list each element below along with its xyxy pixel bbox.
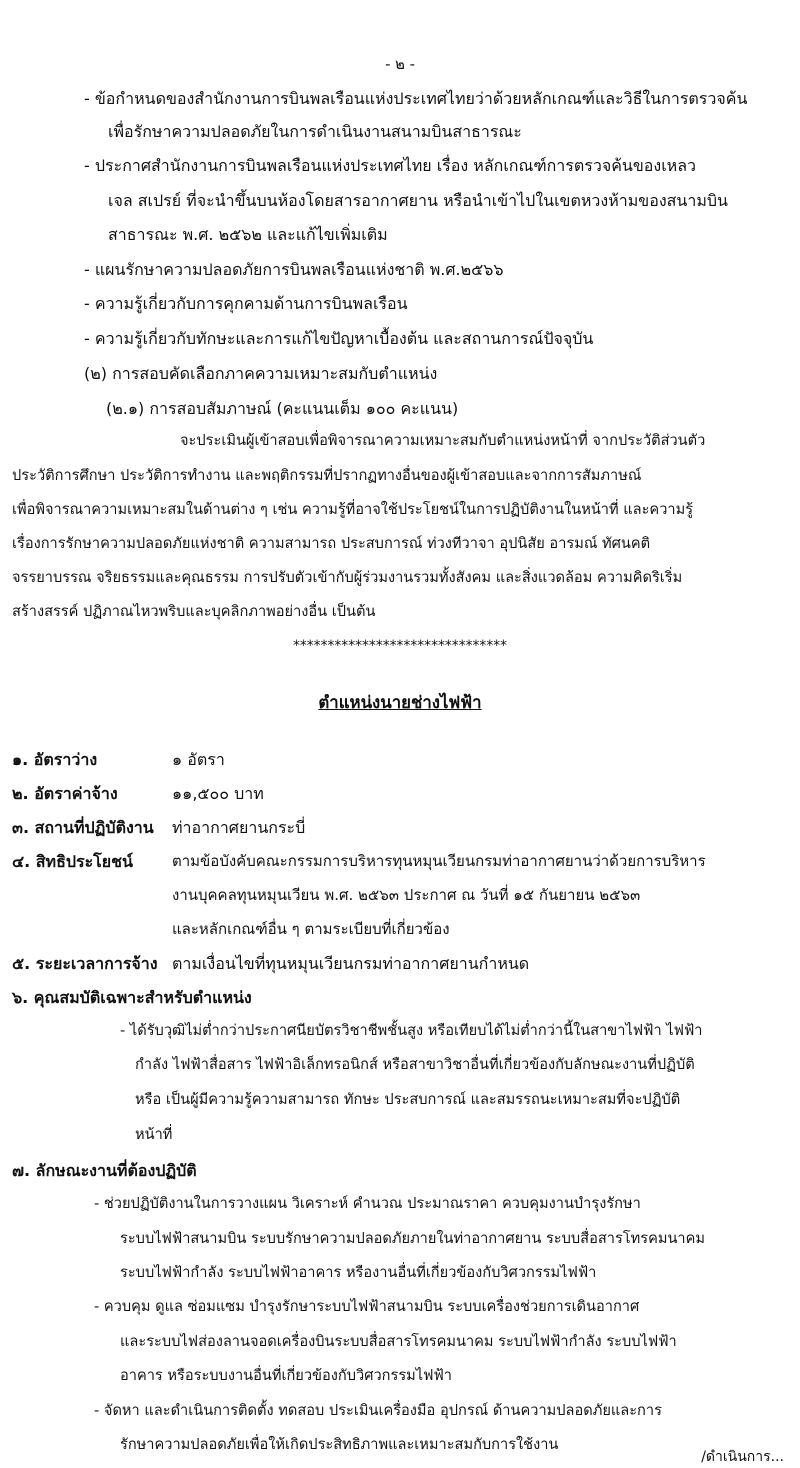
continuation-marker: /ดำเนินการ... [701, 1449, 784, 1465]
rule-line: เจล สเปรย์ ที่จะนำขึ้นบนห้องโดยสารอากาศยาน หรือนำเข้าไปในเขตหวงห้ามของสนามบิน [108, 191, 728, 210]
rule-line: - แผนรักษาความปลอดภัยการบินพลเรือนแห่งชาติ พ.ศ.๒๕๖๖ [84, 260, 504, 279]
duties-heading: ๗. ลักษณะงานที่ต้องปฏิบัติ [12, 1161, 197, 1180]
duty-line: - ควบคุม ดูแล ซ่อมแซม บำรุงรักษาระบบไฟฟ้าสนามบิน ระบบเครื่องช่วยการเดินอากาศ [94, 1298, 640, 1315]
field-label: ๑. อัตราว่าง [12, 750, 98, 769]
field-value: งานบุคคลทุนหมุนเวียน พ.ศ. ๒๕๖๓ ประกาศ ณ วันที่ ๑๕ กันยายน ๒๕๖๓ [172, 886, 641, 904]
field-value: ๑ อัตรา [172, 750, 225, 769]
rule-line: - ความรู้เกี่ยวกับทักษะและการแก้ไขปัญหาเบื้องต้น และสถานการณ์ปัจจุบัน [84, 329, 594, 348]
duty-line: อาคาร หรือระบบงานอื่นที่เกี่ยวข้องกับวิศวกรรมไฟฟ้า [120, 1367, 453, 1384]
duty-line: และระบบไฟส่องลานจอดเครื่องบินระบบสื่อสารโทรคมนาคม ระบบไฟฟ้ากำลัง ระบบไฟฟ้า [120, 1333, 677, 1350]
position-title: ตำแหน่งนายช่างไฟฟ้า [318, 692, 482, 712]
field-label: ๕. ระยะเวลาการจ้าง [12, 954, 158, 973]
field-value: ตามเงื่อนไขที่ทุนหมุนเวียนกรมท่าอากาศยานกำหนด [172, 954, 530, 973]
qualification-line: หรือ เป็นผู้มีความรู้ความสามารถ ทักษะ ประสบการณ์ และสมรรถนะเหมาะสมที่จะปฏิบัติ [135, 1091, 681, 1108]
duty-line: ระบบไฟฟ้าสนามบิน ระบบรักษาความปลอดภัยภายในท่าอากาศยาน ระบบสื่อสารโทรคมนาคม [120, 1230, 706, 1247]
field-value: ตามข้อบังคับคณะกรรมการบริหารทุนหมุนเวียนกรมท่าอากาศยานว่าด้วยการบริหาร [172, 852, 706, 870]
duty-line: ระบบไฟฟ้ากำลัง ระบบไฟฟ้าอาคาร หรืองานอื่นที่เกี่ยวข้องกับวิศวกรรมไฟฟ้า [120, 1264, 597, 1281]
field-value: และหลักเกณฑ์อื่น ๆ ตามระเบียบที่เกี่ยวข้อง [172, 920, 450, 938]
interview-heading: (๒.๑) การสอบสัมภาษณ์ (คะแนนเต็ม ๑๐๐ คะแนน) [106, 399, 459, 418]
paragraph-line: จะประเมินผู้เข้าสอบเพื่อพิจารณาความเหมาะสมกับตำแหน่งหน้าที่ จากประวัติส่วนตัว [180, 432, 706, 449]
exam-subsection-heading: (๒) การสอบคัดเลือกภาคความเหมาะสมกับตำแหน่ง [84, 364, 438, 383]
rule-line: สาธารณะ พ.ศ. ๒๕๖๒ และแก้ไขเพิ่มเติม [108, 225, 388, 244]
rule-line: - ข้อกำหนดของสำนักงานการบินพลเรือนแห่งประเทศไทยว่าด้วยหลักเกณฑ์และวิธีในการตรวจค้น [84, 89, 748, 108]
paragraph-line: จรรยาบรรณ จริยธรรมและคุณธรรม การปรับตัวเข้ากับผู้ร่วมงานรวมทั้งสังคม และสิ่งแวดล้อม ความคิดริเริ่ม [12, 569, 683, 586]
field-value: ท่าอากาศยานกระบี่ [172, 818, 306, 837]
field-label: ๔. สิทธิประโยชน์ [12, 852, 133, 871]
duty-line: - ช่วยปฏิบัติงานในการวางแผน วิเคราะห์ คำนวณ ประมาณราคา ควบคุมงานบำรุงรักษา [94, 1195, 641, 1212]
qualifications-heading: ๖. คุณสมบัติเฉพาะสำหรับตำแหน่ง [12, 988, 252, 1007]
paragraph-line: เรื่องการรักษาความปลอดภัยแห่งชาติ ความสามารถ ประสบการณ์ ท่วงทีวาจา อุปนิสัย อารมณ์ ทัศนคติ [12, 535, 651, 552]
paragraph-line: เพื่อพิจารณาความเหมาะสมในด้านต่าง ๆ เช่น ความรู้ที่อาจใช้ประโยชน์ในการปฏิบัติงานในหน้าที่ และความรู้ [12, 501, 694, 518]
rule-line: - ความรู้เกี่ยวกับการคุกคามด้านการบินพลเรือน [84, 294, 408, 313]
qualification-line: หน้าที่ [135, 1126, 173, 1143]
field-value: ๑๑,๕๐๐ บาท [172, 784, 264, 803]
duty-line: รักษาความปลอดภัยเพื่อให้เกิดประสิทธิภาพและเหมาะสมกับการใช้งาน [120, 1436, 559, 1453]
field-label: ๓. สถานที่ปฏิบัติงาน [12, 818, 154, 837]
paragraph-line: สร้างสรรค์ ปฏิภาณไหวพริบและบุคลิกภาพอย่างอื่น เป็นต้น [12, 603, 376, 620]
qualification-line: กำลัง ไฟฟ้าสื่อสาร ไฟฟ้าอิเล็กทรอนิกส์ หรือสาขาวิชาอื่นที่เกี่ยวข้องกับลักษณะงานที่ปฏิบัติ [135, 1056, 695, 1073]
rule-line: - ประกาศสำนักงานการบินพลเรือนแห่งประเทศไทย เรื่อง หลักเกณฑ์การตรวจค้นของเหลว [84, 156, 697, 175]
field-label: ๒. อัตราค่าจ้าง [12, 784, 118, 803]
separator-stars: ******************************* [292, 638, 508, 654]
paragraph-line: ประวัติการศึกษา ประวัติการทำงาน และพฤติกรรมที่ปรากฏทางอื่นของผู้เข้าสอบและจากการสัมภาษณ์ [12, 467, 642, 484]
qualification-line: - ได้รับวุฒิไม่ต่ำกว่าประกาศนียบัตรวิชาชีพชั้นสูง หรือเทียบได้ไม่ต่ำกว่านี้ในสาขาไฟฟ้า ไฟฟ้า [120, 1022, 703, 1039]
duty-line: - จัดหา และดำเนินการติดตั้ง ทดสอบ ประเมินเครื่องมือ อุปกรณ์ ด้านความปลอดภัยและการ [94, 1402, 662, 1419]
rule-line: เพื่อรักษาความปลอดภัยในการดำเนินงานสนามบินสาธารณะ [108, 122, 522, 141]
page-number: - ๒ - [385, 56, 415, 73]
